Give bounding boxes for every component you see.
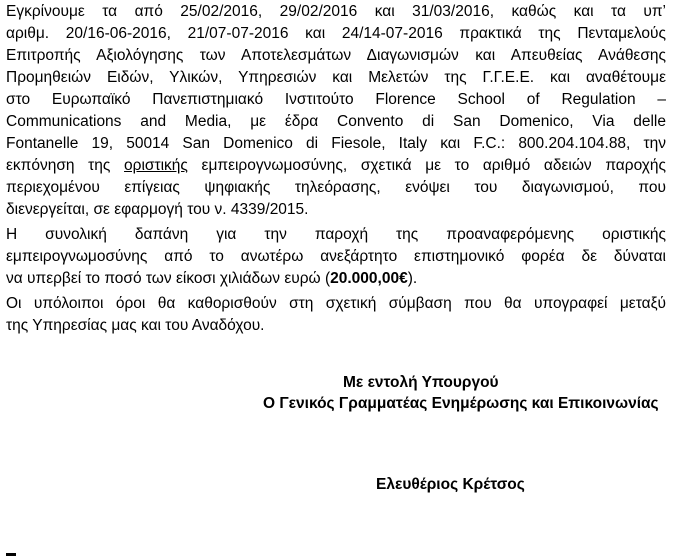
- paragraph2-line-3-start: να υπερβεί το ποσό των είκοσι χιλιάδων ευρώ (: [6, 270, 331, 287]
- paragraph1-line-7: Fontanelle 19, 50014 San Domenico di Fiesole, Italy και F.C.: 800.204.104.88, την: [6, 135, 666, 152]
- paragraph1-line-8: [6, 156, 666, 176]
- signature-name: Ελευθέριος Κρέτσος: [376, 476, 525, 493]
- signature-order: Με εντολή Υπουργού: [343, 374, 499, 391]
- cut-off-text-fragment: [6, 550, 22, 557]
- paragraph2-line-3: [6, 269, 666, 289]
- amount-value: 20.000,00€: [330, 270, 408, 287]
- paragraph2-line-3-end: ).: [407, 270, 418, 287]
- paragraph1-line-2: αριθμ. 20/16-06-2016, 21/07-07-2016 και 24/14-07-2016 πρακτικά της Πενταμελούς: [6, 25, 666, 42]
- signature-title: Ο Γενικός Γραμματέας Ενημέρωσης και Επικοινωνίας: [263, 395, 659, 412]
- paragraph2-line-1: Η συνολική δαπάνη για την παροχή της προαναφερόμενης οριστικής: [6, 226, 666, 243]
- paragraph2-line-2: εμπειρογνωμοσύνης από το ανωτέρω ανεξάρτητο επιστημονικό φορέα δε δύναται: [6, 248, 666, 265]
- paragraph1-line-8-start: εκπόνηση της: [6, 157, 125, 174]
- underlined-word: οριστικής: [124, 157, 188, 174]
- paragraph3-line-2: της Υπηρεσίας μας και του Αναδόχου.: [6, 317, 265, 334]
- paragraph1-line-1: Εγκρίνουμε τα από 25/02/2016, 29/02/2016 και 31/03/2016, καθώς και τα υπ’: [6, 3, 666, 20]
- paragraph1-line-8-end: εμπειρογνωμοσύνης, σχετικά με το αριθμό αδειών παροχής: [187, 157, 666, 174]
- paragraph1-line-9: περιεχομένου επίγειας ψηφιακής τηλεόρασης, ενόψει του διαγωνισμού, που: [6, 179, 666, 196]
- paragraph1-line-10: διενεργείται, σε εφαρμογή του ν. 4339/2015.: [6, 201, 309, 218]
- paragraph3-line-1: Οι υπόλοιποι όροι θα καθορισθούν στη σχετική σύμβαση που θα υπογραφεί μεταξύ: [6, 295, 666, 312]
- paragraph1-line-3: Επιτροπής Αξιολόγησης των Αποτελεσμάτων Διαγωνισμών και Απευθείας Ανάθεσης: [6, 47, 666, 64]
- paragraph1-line-6: Communications and Media, με έδρα Convento di San Domenico, Via delle: [6, 113, 666, 130]
- paragraph1-line-4: Προμηθειών Ειδών, Υλικών, Υπηρεσιών και Μελετών της Γ.Γ.Ε.Ε. και αναθέτουμε: [6, 69, 666, 86]
- paragraph1-line-5: στο Ευρωπαϊκό Πανεπιστημιακό Ινστιτούτο Florence School of Regulation –: [6, 91, 666, 108]
